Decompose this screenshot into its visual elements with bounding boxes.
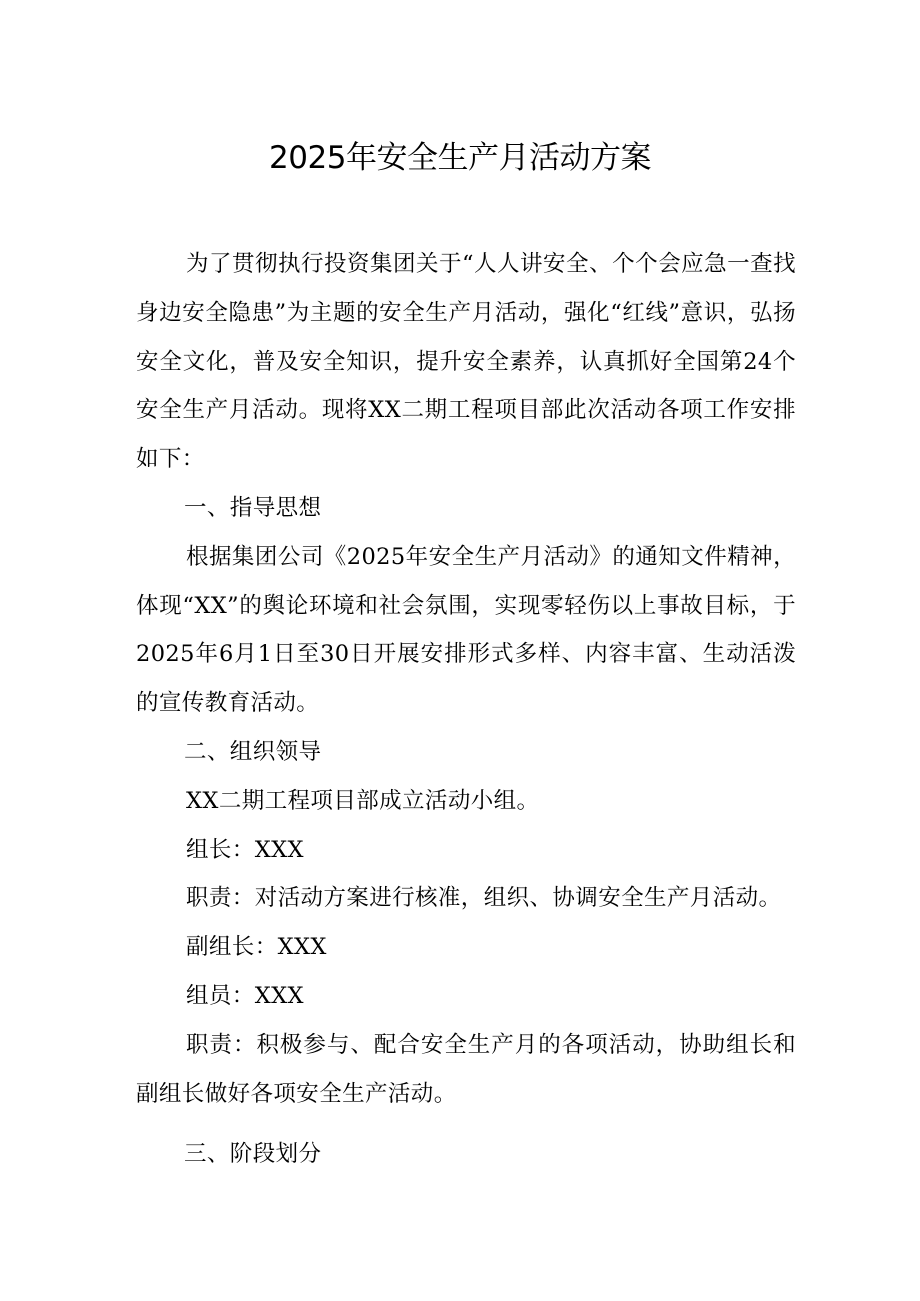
team-leader: 组长：XXX	[186, 836, 304, 863]
section-spacer	[136, 1118, 796, 1130]
organization-intro: XX二期工程项目部成立活动小组。	[186, 787, 540, 814]
document-body	[136, 240, 796, 1179]
team-members: 组员：XXX	[186, 982, 304, 1009]
section-heading-organization: 二、组织领导	[184, 738, 322, 765]
deputy-team-leader: 副组长：XXX	[186, 934, 327, 961]
team-members-duty: 职责：积极参与、配合安全生产月的各项活动，协助组长和副组长做好各项安全生产活动。	[136, 1031, 796, 1107]
section-heading-guiding-ideology: 一、指导思想	[184, 494, 322, 521]
section-heading-phases: 三、阶段划分	[184, 1141, 322, 1168]
intro-paragraph: 为了贯彻执行投资集团关于“人人讲安全、个个会应急一查找身边安全隐患”为主题的安全生产月活动，强化“红线”意识，弘扬安全文化，普及安全知识，提升安全素养，认真抓好全国第24个安全生产月活动。现将XX二期工程项目部此次活动各项工作安排如下：	[136, 251, 796, 473]
team-leader-duty: 职责：对活动方案进行核准，组织、协调安全生产月活动。	[186, 885, 782, 912]
document-title: 2025年安全生产月活动方案	[269, 140, 651, 176]
guiding-ideology-paragraph: 根据集团公司《2025年安全生产月活动》的通知文件精神，体现“XX”的舆论环境和社会氛围，实现零轻伤以上事故目标，于2025年6月1日至30日开展安排形式多样、内容丰富、生动活泼的宣传教育活动。	[136, 543, 796, 717]
